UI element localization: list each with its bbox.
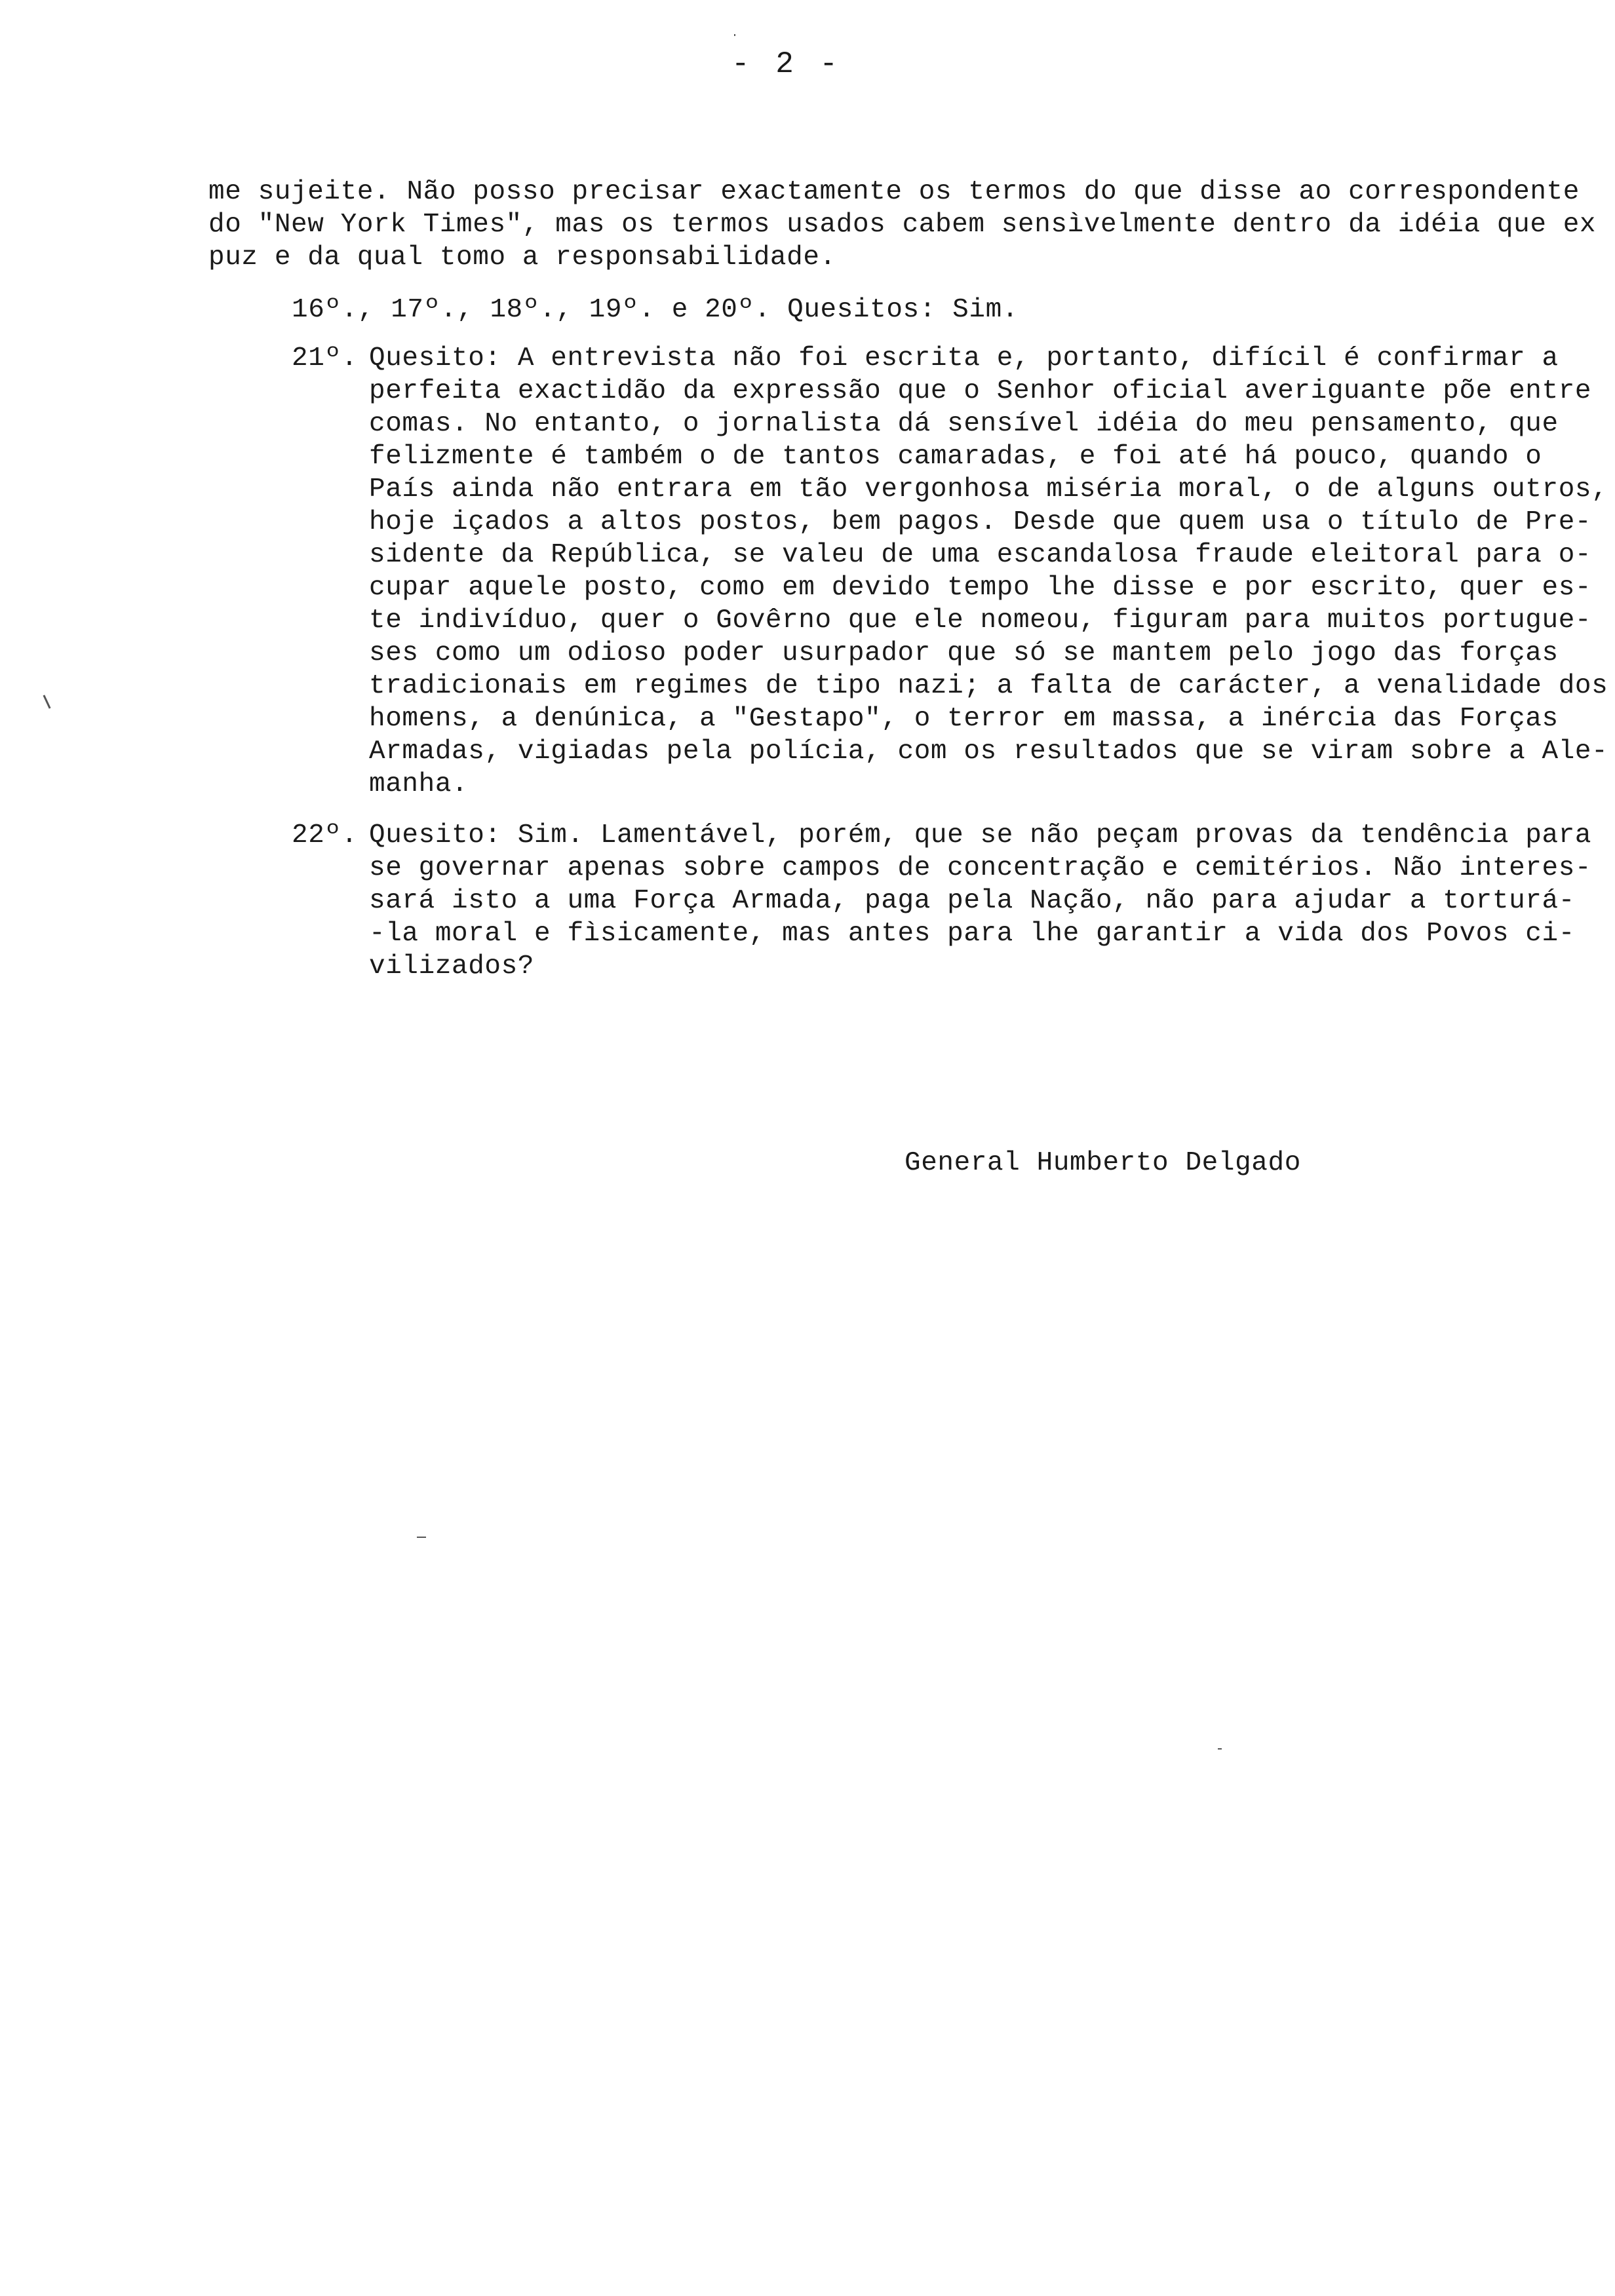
q22-label: 22º.	[292, 820, 358, 851]
opening-line-1: me sujeite. Não posso precisar exactamente os termos do que disse ao correspondente	[208, 177, 1580, 207]
q22-line-1: Quesito: Sim. Lamentável, porém, que se não peçam provas da tendência para	[369, 820, 1592, 851]
q21-line-13: Armadas, vigiadas pela polícia, com os resultados que se viram sobre a Ale-	[369, 737, 1608, 767]
q21-label: 21º.	[292, 343, 358, 373]
q21-line-1: Quesito: A entrevista não foi escrita e, portanto, difícil é confirmar a	[369, 343, 1559, 373]
q21-line-10: ses como um odioso poder usurpador que só se mantem pelo jogo das forças	[369, 638, 1559, 668]
q21-line-9: te indivíduo, quer o Govêrno que ele nomeou, figuram para muitos portugue-	[369, 605, 1592, 636]
scan-speck	[417, 1537, 426, 1538]
page-number: - 2 -	[731, 47, 842, 81]
scan-speck	[43, 695, 50, 708]
q21-line-14: manha.	[369, 769, 469, 799]
q21-line-3: comas. No entanto, o jornalista dá sensível idéia do meu pensamento, que	[369, 409, 1559, 439]
q21-line-12: homens, a denúnica, a "Gestapo", o terror em massa, a inércia das Forças	[369, 704, 1559, 734]
signature: General Humberto Delgado	[905, 1148, 1301, 1178]
q21-line-11: tradicionais em regimes de tipo nazi; a falta de carácter, a venalidade dos	[369, 671, 1608, 701]
q21-line-8: cupar aquele posto, como em devido tempo lhe disse e por escrito, quer es-	[369, 573, 1592, 603]
scan-speck	[1218, 1748, 1222, 1750]
q22-line-5: vilizados?	[369, 951, 535, 982]
q21-line-5: País ainda não entrara em tão vergonhosa miséria moral, o de alguns outros,	[369, 474, 1608, 505]
q21-line-6: hoje içados a altos postos, bem pagos. Desde que quem usa o título de Pre-	[369, 507, 1592, 537]
q22-line-3: sará isto a uma Força Armada, paga pela Nação, não para ajudar a torturá-	[369, 886, 1575, 916]
q21-line-2: perfeita exactidão da expressão que o Senhor oficial averiguante põe entre	[369, 376, 1592, 406]
q21-line-4: felizmente é também o de tantos camaradas, e foi até há pouco, quando o	[369, 442, 1542, 472]
q22-line-2: se governar apenas sobre campos de concentração e cemitérios. Não interes-	[369, 853, 1592, 883]
opening-line-2: do "New York Times", mas os termos usados cabem sensìvelmente dentro da idéia que ex	[208, 210, 1597, 240]
scan-speck	[734, 34, 735, 36]
quesitos-16-20: 16º., 17º., 18º., 19º. e 20º. Quesitos: Sim.	[292, 295, 1019, 325]
q21-line-7: sidente da República, se valeu de uma escandalosa fraude eleitoral para o-	[369, 540, 1592, 570]
opening-line-3: puz e da qual tomo a responsabilidade.	[208, 242, 836, 273]
q22-line-4: -la moral e fìsicamente, mas antes para lhe garantir a vida dos Povos ci-	[369, 919, 1575, 949]
